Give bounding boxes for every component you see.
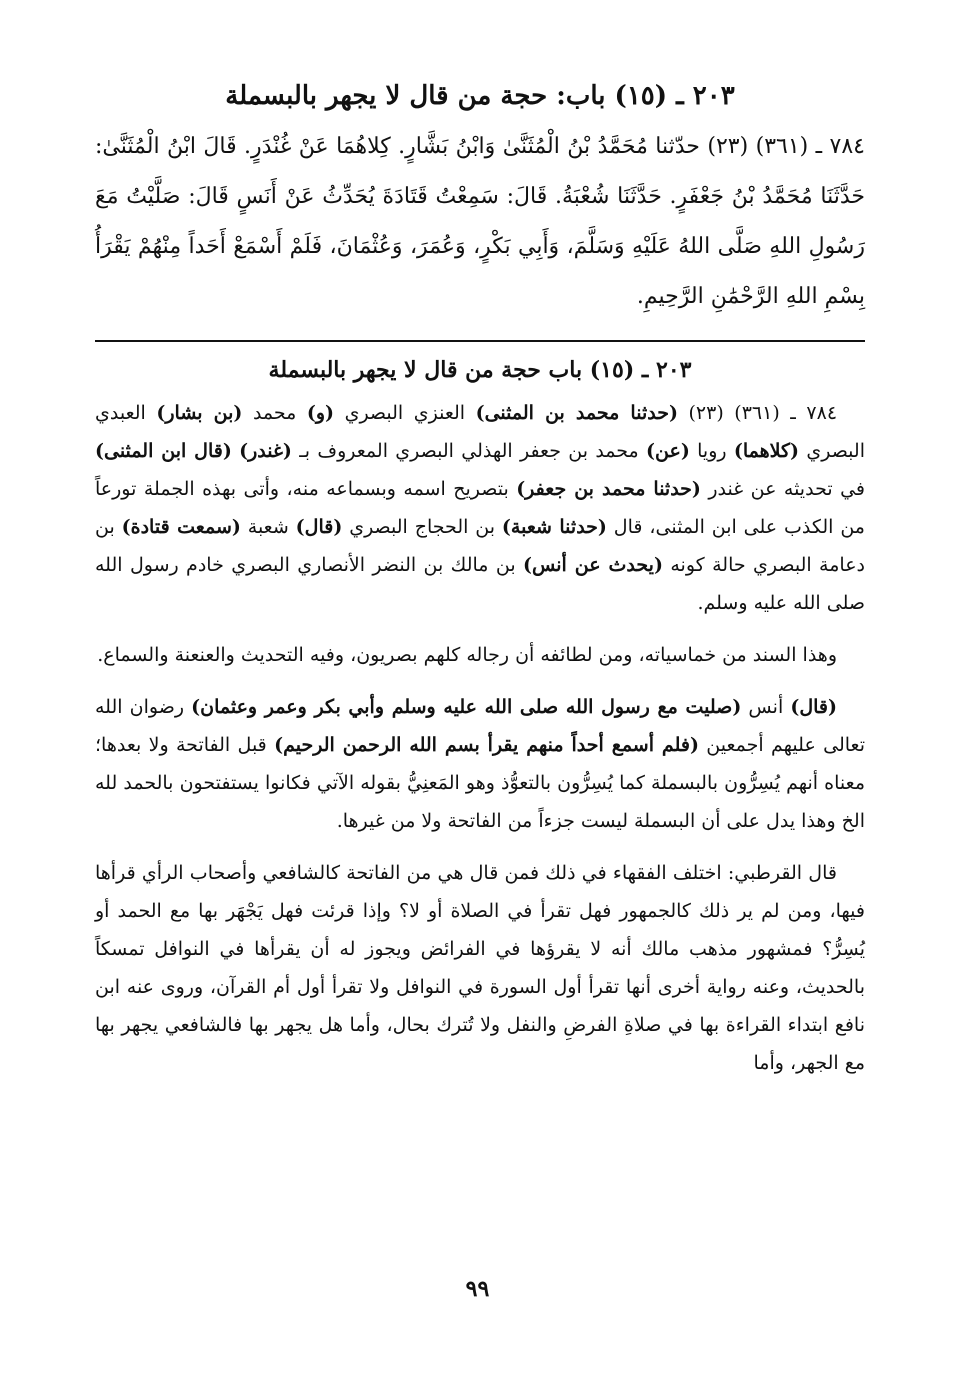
commentary-title: ٢٠٣ ـ (١٥) باب حجة من قال لا يجهر بالبسملة <box>268 357 692 383</box>
commentary-paragraph-1 <box>95 394 865 622</box>
text-span: العنزي البصري <box>334 402 476 424</box>
bold-span: (فلم أسمع أحداً منهم يقرأ بسم الله الرحمن الرحيم) <box>274 734 699 756</box>
text-span: بتصريح اسمه وبسماعه منه، وأتى بهذه الجملة تورعاً من الكذب على ابن المثنى، قال <box>95 478 865 538</box>
text-span: بن الحجاج البصري <box>342 516 502 538</box>
text-span: أنس <box>741 696 791 718</box>
page-content <box>95 70 865 1096</box>
bold-span: (عن) <box>646 440 690 462</box>
text-span: في تحديثه عن غندر <box>700 478 865 500</box>
bold-span: (كلاهما) <box>733 440 800 462</box>
bold-span: (بن بشار) <box>156 402 243 424</box>
text-span: محمد <box>242 402 307 424</box>
text-span: العبدي البصري <box>95 402 865 462</box>
text-span: ٧٨٤ ـ (٣٦١) (٢٣) <box>677 402 838 424</box>
bold-span: (قال) <box>295 516 343 538</box>
bold-span: (حدثنا محمد بن جعفر) <box>516 478 701 500</box>
text-span: محمد بن جعفر الهذلي البصري المعروف بـ <box>291 440 647 462</box>
commentary-paragraph-4: قال القرطبي: اختلف الفقهاء في ذلك فمن قال هي من الفاتحة كالشافعي وأصحاب الرأي قرأها فيها، ومن لم ير ذلك كالجمهور فهل تقرأ في الصلاة أو لا؟ وإذا قرئت فهل يَجْهَر بها مع الحمد أو يُسِرُّ؟ فمشهور مذهب مالك أنه لا يقرؤها في الفرائض ويجوز له أن يقرأها في النوافل تمسكاً بالحديث، وعنه رواية أخرى أنها تقرأ أول السورة في النوافل ولا تقرأ أول أم القرآن، وروى عنه ابن نافع ابتداء القراءة بها في صلاةِ الفرضِ والنفل ولا تُترك بحال، وأما هل يجهر بها فالشافعي يجهر بها مع الجهر، وأما <box>95 862 865 1074</box>
commentary-paragraph-3 <box>95 688 865 840</box>
bold-span: (قال ابن المثنى) <box>95 440 232 462</box>
commentary-paragraph-2: وهذا السند من خماسياته، ومن لطائفه أن رجاله كلهم بصريون، وفيه التحديث والعنعنة والسماع. <box>97 644 837 666</box>
bold-span: (قال) <box>790 696 837 718</box>
bold-span: (صليت مع رسول الله صلى الله عليه وسلم وأبي بكر وعمر وعثمان) <box>191 696 742 718</box>
text-span: بن دعامة البصري حالة كونه <box>95 516 865 576</box>
bold-span: (سمعت قتادة) <box>121 516 241 538</box>
chapter-title: ٢٠٣ ـ (١٥) باب: حجة من قال لا يجهر بالبسملة <box>225 81 735 111</box>
text-span: بن مالك بن النضر الأنصاري البصري خادم رسول الله صلى الله عليه وسلم. <box>95 554 865 614</box>
bold-span: (يحدث عن أنس) <box>523 554 663 576</box>
bold-span: (حدثنا شعبة) <box>501 516 607 538</box>
separator-rule <box>95 340 865 342</box>
hadith-text: ٧٨٤ ـ (٣٦١) (٢٣) حدّثنا مُحَمَّدُ بْنُ الْمُثَنَّىٰ وَابْنُ بَشَّارٍ. كِلاهُمَا عَنْ غُنْدَرٍ. قَالَ ابْنُ الْمُثَنَّىٰ: حَدَّثَنَا مُحَمَّدُ بْنُ جَعْفَرٍ. حَدَّثَنَا شُعْبَةُ. قَالَ: سَمِعْتُ قَتَادَةَ يُحَدِّثُ عَنْ أَنَسٍ قَالَ: صَلَّيْتُ مَعَ رَسُولِ اللهِ صَلَّى اللهُ عَلَيْهِ وَسَلَّمَ، وَأَبِي بَكْرٍ، وَعُمَرَ، وَعُثْمَانَ، فَلَمْ أَسْمَعْ أَحَداً مِنْهُمْ يَقْرَأُ بِسْمِ اللهِ الرَّحْمَٰنِ الرَّحِيمِ. <box>95 134 865 309</box>
bold-span: (و) <box>306 402 335 424</box>
text-span: شعبة <box>240 516 296 538</box>
text-span: قبل الفاتحة ولا بعدها؛ معناه أنهم يُسِرُّون بالبسملة كما يُسِرُّون بالتعوُّذ وهو المَعنِيُّ بقوله الآتي فكانوا يستفتحون بالحمد لله الخ وهذا يدل على أن البسملة ليست جزءاً من الفاتحة ولا من غيرها. <box>95 734 865 832</box>
text-span: رويا <box>689 440 734 462</box>
text-span: رضوان الله تعالى عليهم أجمعين <box>95 696 866 756</box>
bold-span: (حدثنا محمد بن المثنى) <box>475 402 678 424</box>
bold-span: (غندر) <box>239 440 292 462</box>
page-number: ٩٩ <box>465 1276 490 1302</box>
